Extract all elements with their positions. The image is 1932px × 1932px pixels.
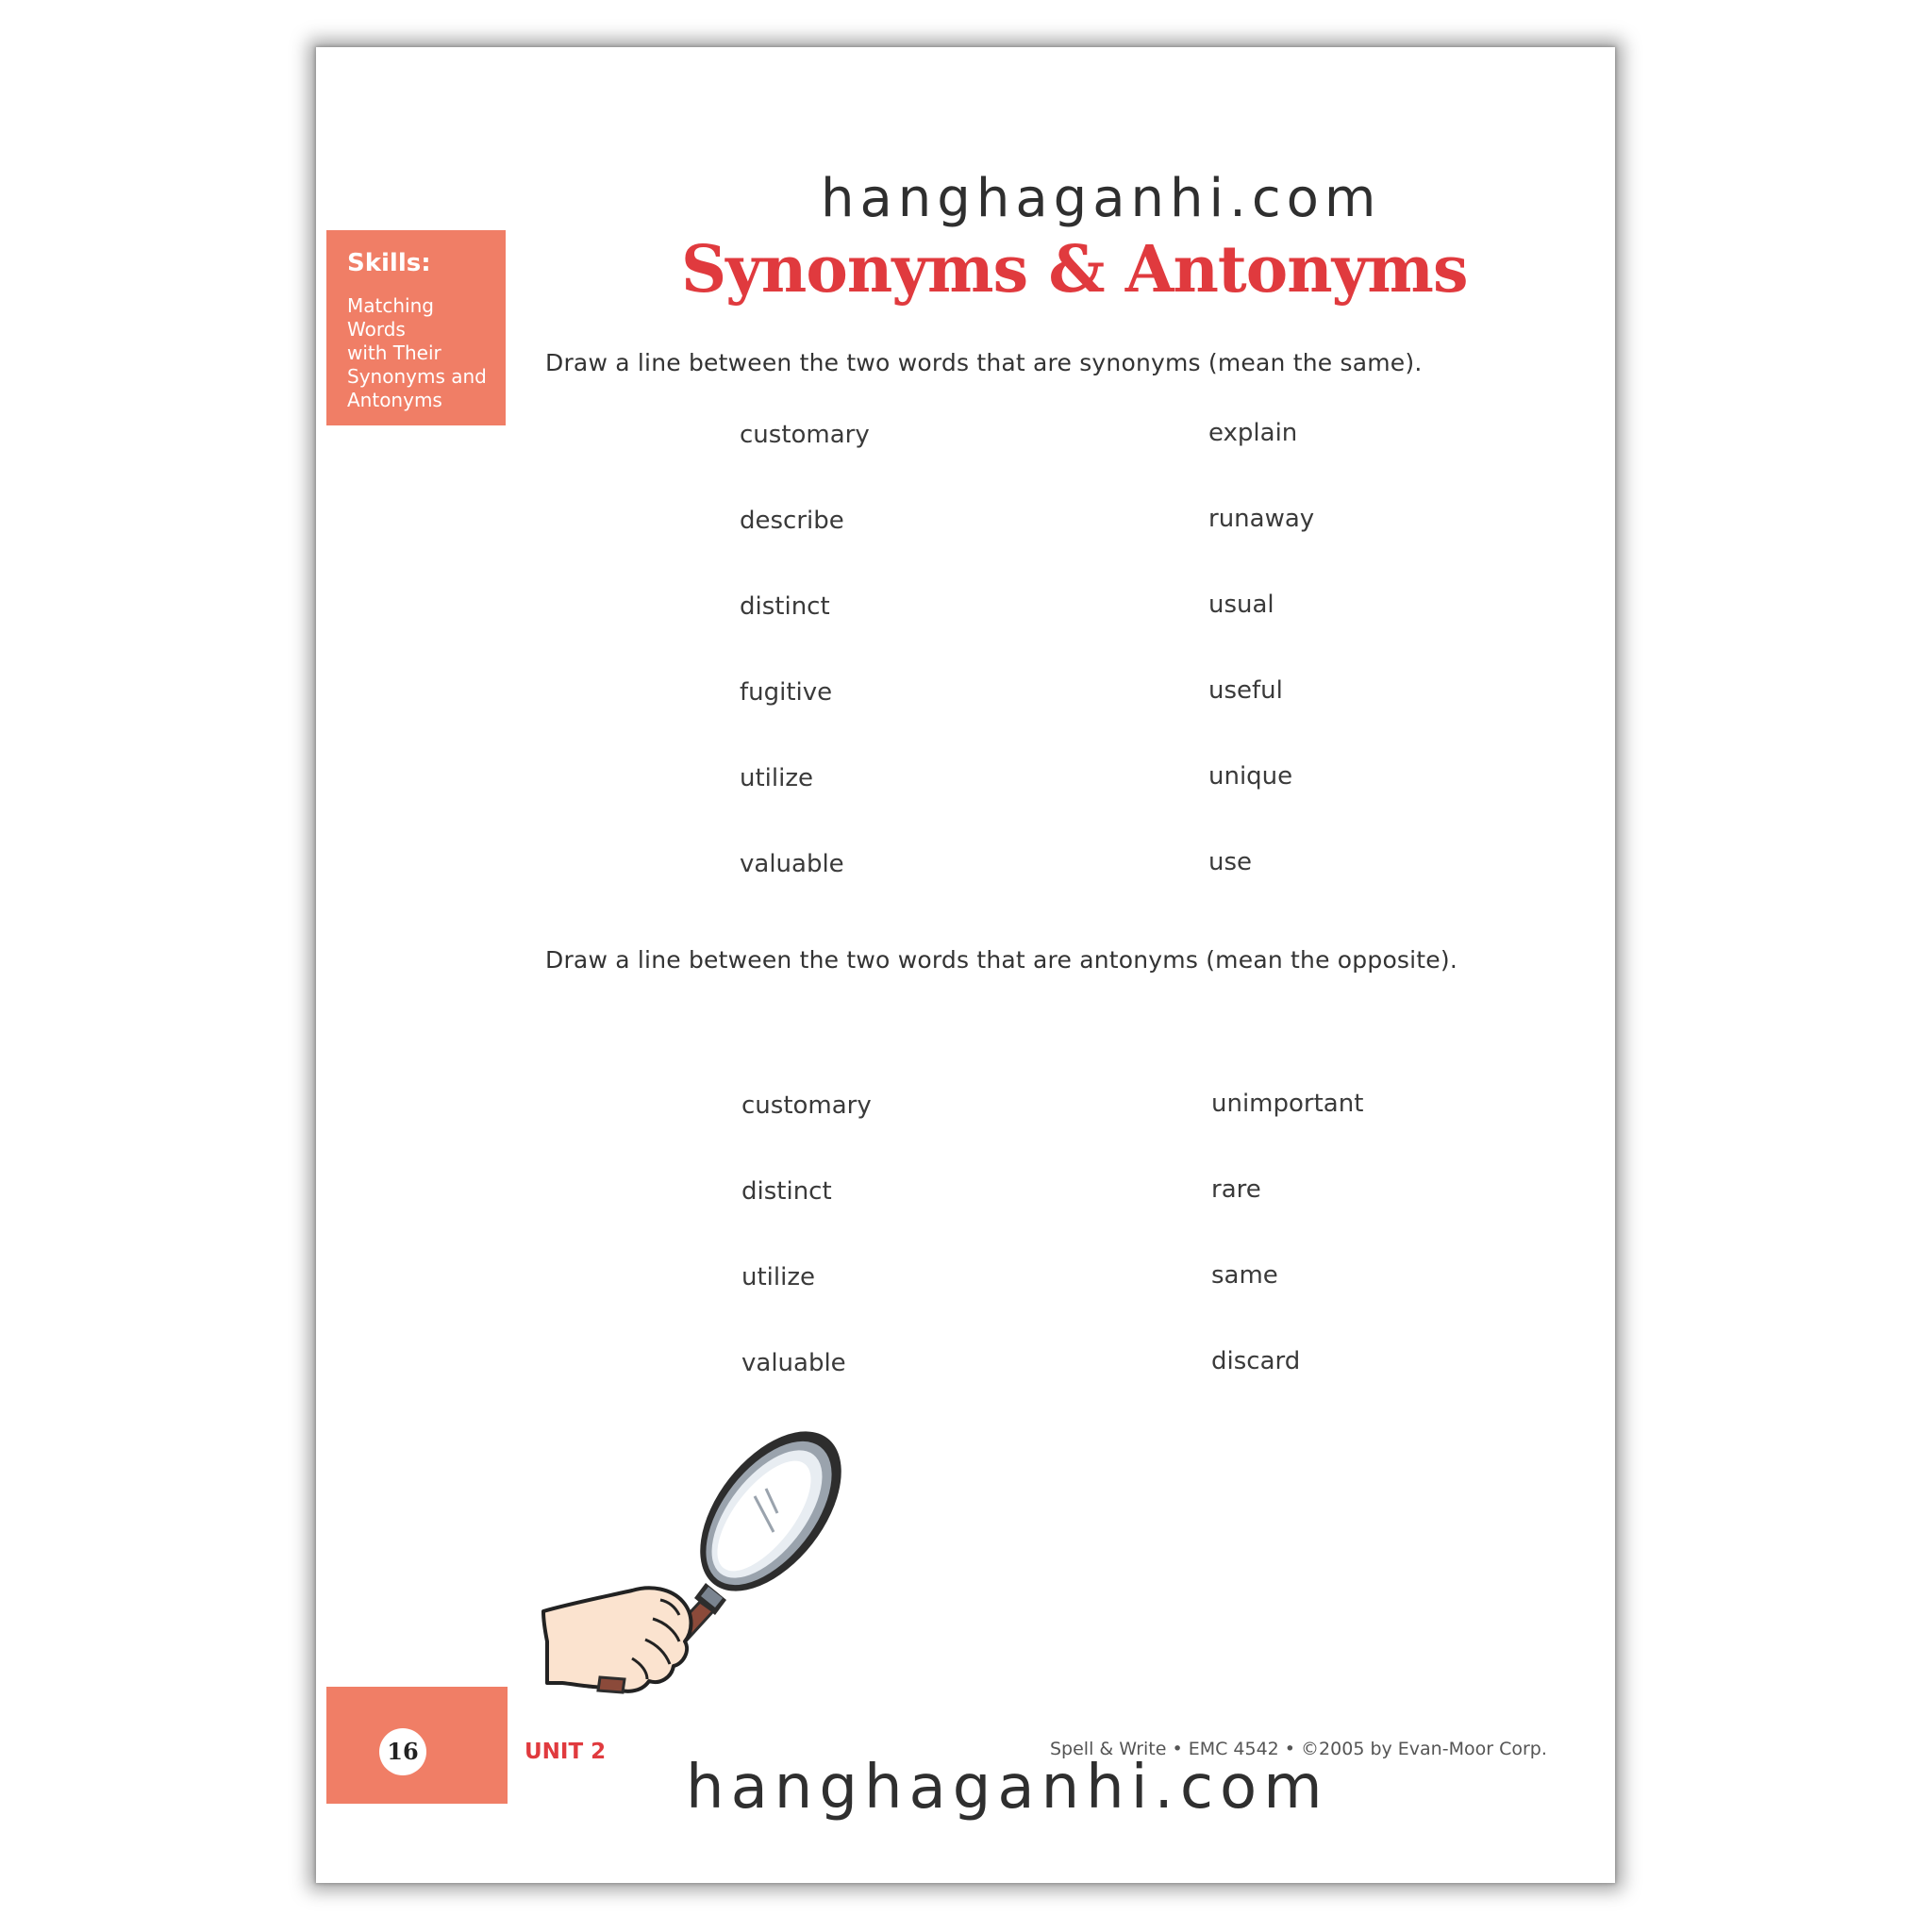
skills-line: Synonyms and	[347, 365, 487, 388]
watermark-top: hanghaganhi.com	[821, 168, 1382, 229]
unit-label: UNIT 2	[525, 1740, 607, 1764]
antonym-right-word[interactable]: unimportant	[1211, 1090, 1364, 1118]
antonym-right-word[interactable]: rare	[1211, 1175, 1261, 1204]
antonym-left-word[interactable]: valuable	[741, 1349, 846, 1377]
skills-box	[326, 230, 506, 425]
synonym-left-word[interactable]: fugitive	[740, 678, 833, 707]
synonym-left-word[interactable]: distinct	[740, 592, 830, 621]
page-number: 16	[379, 1728, 426, 1775]
antonyms-instruction: Draw a line between the two words that are antonyms (mean the opposite).	[545, 946, 1457, 974]
watermark-bottom: hanghaganhi.com	[686, 1753, 1329, 1823]
skills-line: Antonyms	[347, 389, 442, 411]
antonym-left-word[interactable]: utilize	[741, 1263, 815, 1291]
antonym-right-word[interactable]: discard	[1211, 1347, 1301, 1375]
copyright-credit: Spell & Write • EMC 4542 • ©2005 by Evan-Moor Corp.	[1050, 1739, 1547, 1759]
synonym-right-word[interactable]: explain	[1208, 419, 1298, 447]
synonym-right-word[interactable]: use	[1208, 848, 1253, 876]
synonym-left-word[interactable]: describe	[740, 507, 844, 535]
skills-line: Matching	[347, 294, 434, 317]
synonym-left-word[interactable]: customary	[740, 421, 870, 449]
synonym-left-word[interactable]: valuable	[740, 850, 844, 878]
skills-line: Words	[347, 318, 406, 341]
magnifying-glass-icon	[541, 1423, 862, 1698]
skills-line: with Their	[347, 341, 441, 364]
synonym-right-word[interactable]: usual	[1208, 591, 1274, 619]
skills-heading: Skills:	[347, 249, 431, 277]
antonym-left-word[interactable]: distinct	[741, 1177, 832, 1206]
antonym-left-word[interactable]: customary	[741, 1091, 872, 1120]
synonym-right-word[interactable]: unique	[1208, 762, 1293, 791]
synonyms-instruction: Draw a line between the two words that are synonyms (mean the same).	[545, 349, 1423, 376]
antonym-right-word[interactable]: same	[1211, 1261, 1278, 1290]
synonym-right-word[interactable]: useful	[1208, 676, 1283, 705]
synonym-left-word[interactable]: utilize	[740, 764, 813, 792]
synonym-right-word[interactable]: runaway	[1208, 505, 1315, 533]
page-title: Synonyms & Antonyms	[681, 232, 1468, 308]
